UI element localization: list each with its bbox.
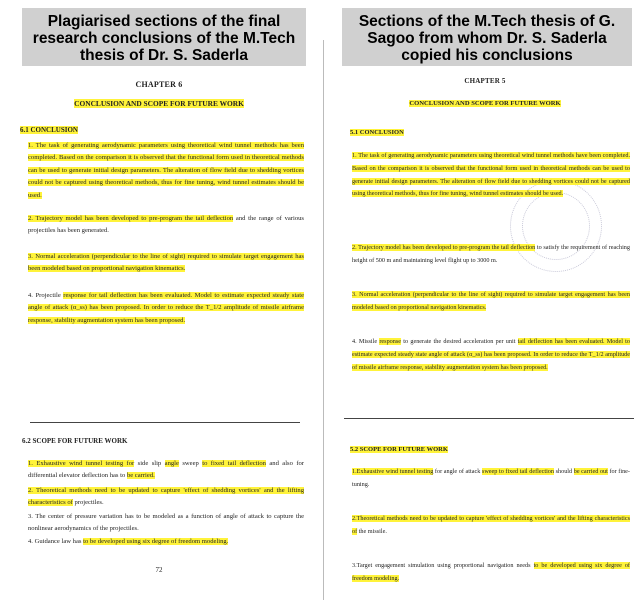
left-future-1: 1. Exhaustive wind tunnel testing for side slip angle sweep to fixed tail deflection and also for differential elevator deflection has to be carried. <box>28 460 305 480</box>
right-future-3: 3.Target engagement simulation using proportional navigation needs to be developed using six degree of freedom modeling. <box>352 562 630 582</box>
right-page-column <box>330 0 640 600</box>
left-conclusion-3: 3. Normal acceleration (perpendicular to the line of sight) required to simulate target engagement has been modeled based on proportional navigation kinematics. <box>28 253 304 273</box>
right-separator-rule <box>344 418 634 419</box>
right-chapter-title: CONCLUSION AND SCOPE FOR FUTURE WORK <box>409 100 561 107</box>
left-conclusion-1: 1. The task of generating aerodynamic parameters using theoretical wind tunnel methods has been completed. Based on the comparison it is observed that the functional form used in theoretical methods can be used to generate initial design parameters. The alteration of flow field due to shedding vortices could not be captured using theoretical methods, thus for fine tuning, wind tunnel estimates should be used. <box>28 142 304 199</box>
right-chapter-number: CHAPTER 5 <box>464 77 506 85</box>
right-conclusion-3: 3. Normal acceleration (perpendicular to the line of sight) required to simulate target engagement has been modeled based on proportional navigation kinematics. <box>352 291 630 311</box>
left-conclusion-2: 2. Trajectory model has been developed to pre-program the tail deflection and the range of various projectiles has been generated. <box>28 215 304 235</box>
right-banner: Sections of the M.Tech thesis of G. Sagoo from whom Dr. S. Saderla copied his conclusions <box>342 8 632 66</box>
left-section-6-2-heading: 6.2 SCOPE FOR FUTURE WORK <box>22 437 128 445</box>
left-conclusion-4: 4. Projectile response for tail deflection has been evaluated. Model to estimate expected steady state angle of attack (α_ss) has been proposed. In order to reduce the T_1/2 amplitude of missile airframe response, stability augmentation system has been proposed. <box>28 292 304 324</box>
right-section-5-1-heading: 5.1 CONCLUSION <box>350 129 404 136</box>
left-future-3: 3. The center of pressure variation has to be modeled as a function of angle of attack to capture the nonlinear aerodynamics of the projectiles. <box>28 513 304 533</box>
column-divider <box>323 40 324 600</box>
right-future-1: 1.Exhaustive wind tunnel testing for angle of attack sweep to fixed tail deflection should be carried out for fine-tuning. <box>352 468 630 488</box>
left-banner: Plagiarised sections of the final research conclusions of the M.Tech thesis of Dr. S. Saderla <box>22 8 306 66</box>
right-section-5-2-heading: 5.2 SCOPE FOR FUTURE WORK <box>350 446 448 453</box>
left-section-6-1-heading: 6.1 CONCLUSION <box>20 126 78 134</box>
left-page-column <box>0 0 318 600</box>
right-conclusion-4: 4. Missile response to generate the desired acceleration per unit tail deflection has been evaluated. Model to estimate expected steady state angle of attack (α_ss) has been proposed. In order to reduce the T_1/2 amplitude of missile airframe response, stability augmentation system has been proposed. <box>352 338 630 371</box>
left-future-4: 4. Guidance law has to be developed using six degree of freedom modeling. <box>28 538 229 545</box>
right-future-2: 2.Theoretical methods need to be updated to capture 'effect of shedding vortices' and the lifting characteristics of the missile. <box>352 515 630 535</box>
left-chapter-title: CONCLUSION AND SCOPE FOR FUTURE WORK <box>74 99 244 108</box>
left-future-2: 2. Theoretical methods need to be updated to capture 'effect of shedding vortices' and the lifting characteristics of projectiles. <box>28 487 304 507</box>
left-chapter-number: CHAPTER 6 <box>135 80 183 89</box>
right-conclusion-2: 2. Trajectory model has been developed to pre-program the tail deflection to satisfy the requirement of reaching height of 500 m and maintaining level flight up to 3000 m. <box>352 244 630 264</box>
right-conclusion-1: 1. The task of generating aerodynamic parameters using theoretical wind tunnel methods have been completed. Based on the comparison it is observed that the functional form used in theoretical methods can be used to generate initial design parameters. The alteration of flow field due to shedding vortices could not be captured using theoretical methods, thus for fine tuning, wind tunnel estimates should be used. <box>352 152 630 198</box>
left-page-number: 72 <box>155 566 163 574</box>
left-separator-rule <box>30 422 300 423</box>
